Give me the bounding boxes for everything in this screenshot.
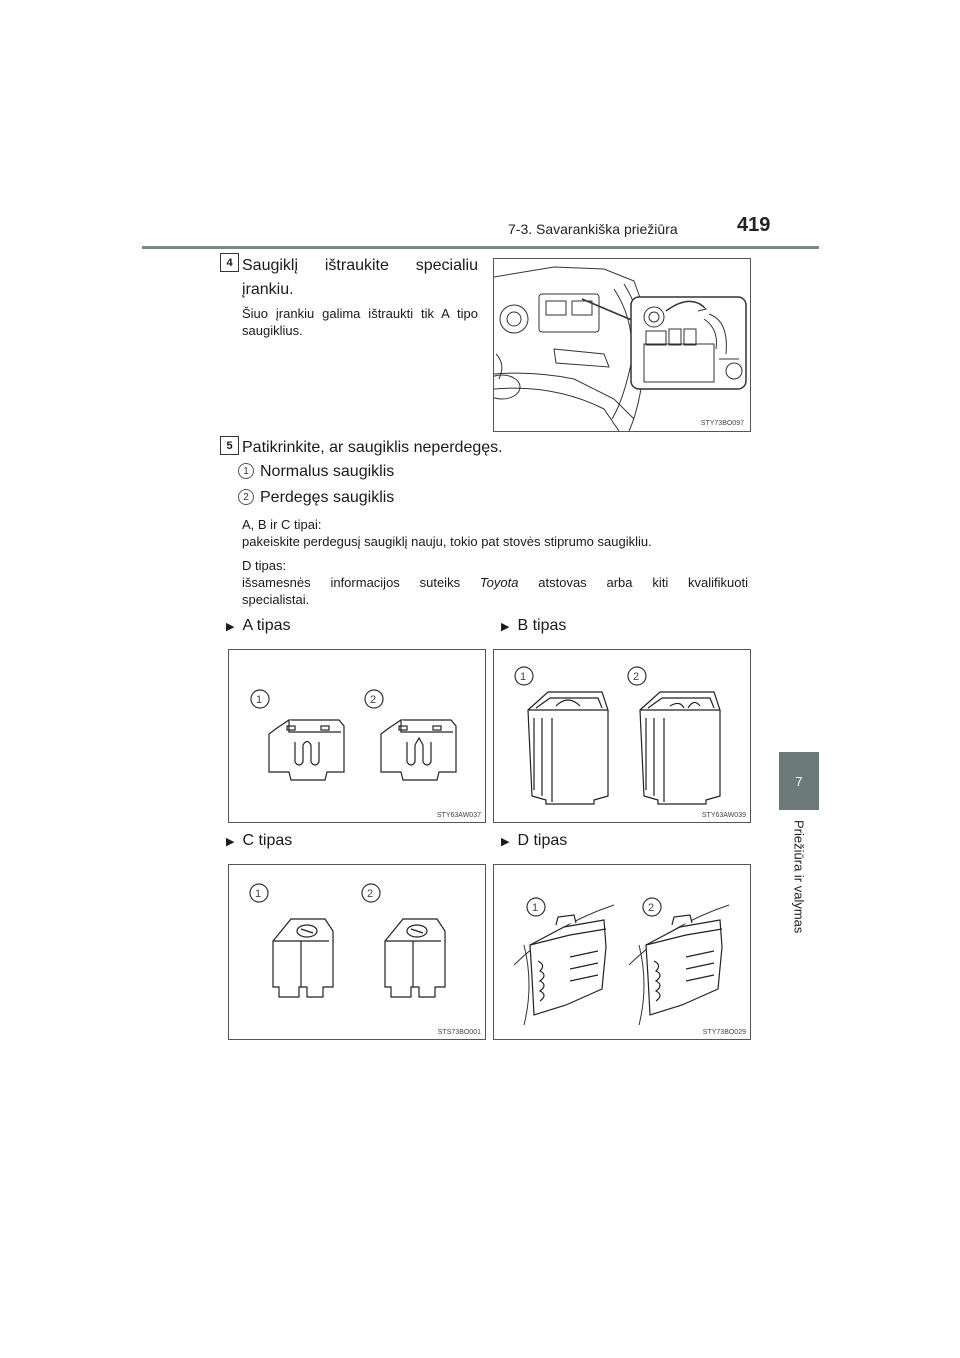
d-text-after-2: specialistai. [242, 592, 310, 607]
type-c-label: C tipas [242, 832, 293, 849]
type-a-figure [228, 649, 486, 823]
type-d-label: D tipas [517, 832, 568, 849]
type-a-heading [226, 617, 291, 635]
type-b-figure-code: STY63AW039 [701, 812, 746, 819]
abc-text: pakeiskite perdegusį saugiklį nauju, tokio pat stovės stiprumo saugikliu. [242, 534, 652, 549]
triangle-bullet-icon: ▶ [226, 621, 235, 633]
figure-code: STY73BO097 [700, 420, 744, 427]
type-c-fuse-illustration [229, 865, 485, 1039]
step-4-line1: Saugiklį ištraukite specialiu [242, 257, 478, 274]
item-2-number: 2 [238, 489, 254, 505]
type-d-fuse-illustration [494, 865, 750, 1039]
d-text-before: išsamesnės informacijos suteiks [242, 575, 461, 590]
d-text-after-1: atstovas arba kiti kvalifikuoti [538, 575, 748, 590]
item-1-label: Normalus saugiklis [260, 463, 395, 480]
type-b-label: B tipas [517, 617, 567, 634]
type-c-figure [228, 864, 486, 1040]
page-number: 419 [737, 214, 771, 236]
header-rule [142, 246, 819, 249]
step-4-note: Šiuo įrankiu galima ištraukti tik A tipo saugiklius. [242, 306, 478, 338]
d-type-note [242, 557, 748, 608]
triangle-bullet-icon: ▶ [501, 836, 510, 848]
type-c-heading [226, 832, 292, 850]
fuse-c-2-number: 2 [367, 888, 374, 900]
fuse-a-1-number: 1 [256, 694, 263, 706]
fuse-d-2-number: 2 [648, 902, 655, 914]
triangle-bullet-icon: ▶ [226, 836, 235, 848]
section-title: 7-3. Savarankiška priežiūra [508, 221, 678, 237]
d-title: D tipas: [242, 558, 287, 573]
step-4-line2: įrankiu. [242, 281, 294, 298]
type-b-heading [501, 617, 566, 635]
type-c-figure-code: STS73BO001 [437, 1029, 481, 1036]
chapter-label [780, 820, 818, 960]
engine-bay-illustration [494, 259, 750, 431]
engine-bay-figure [493, 258, 751, 432]
type-d-figure-code: STY73BO029 [702, 1029, 746, 1036]
type-a-figure-code: STY63AW037 [436, 812, 481, 819]
d-text-line [242, 574, 748, 591]
item-1-number: 1 [238, 463, 254, 479]
step-5-marker: 5 [220, 436, 239, 455]
d-brand: Toyota [479, 575, 519, 590]
fuse-a-2-number: 2 [370, 694, 377, 706]
chapter-number: 7 [795, 773, 803, 789]
fuse-b-1-number: 1 [520, 671, 527, 683]
triangle-bullet-icon: ▶ [501, 621, 510, 633]
fuse-d-1-number: 1 [532, 902, 539, 914]
fuse-c-1-number: 1 [255, 888, 262, 900]
type-b-fuse-illustration [494, 650, 750, 822]
abc-title: A, B ir C tipai: [242, 517, 322, 532]
step-4-marker: 4 [220, 253, 239, 272]
fuse-b-2-number: 2 [633, 671, 640, 683]
type-d-figure [493, 864, 751, 1040]
type-a-fuse-illustration [229, 650, 485, 822]
step-4-text [242, 254, 478, 302]
abc-types-note [242, 516, 748, 550]
type-a-label: A tipas [242, 617, 291, 634]
item-2-label: Perdegęs saugiklis [260, 489, 395, 506]
type-b-figure [493, 649, 751, 823]
chapter-title: Priežiūra ir valymas [791, 820, 807, 934]
type-d-heading [501, 832, 567, 850]
chapter-tab [779, 752, 819, 810]
step-5-text: Patikrinkite, ar saugiklis neperdegęs. [242, 439, 503, 456]
